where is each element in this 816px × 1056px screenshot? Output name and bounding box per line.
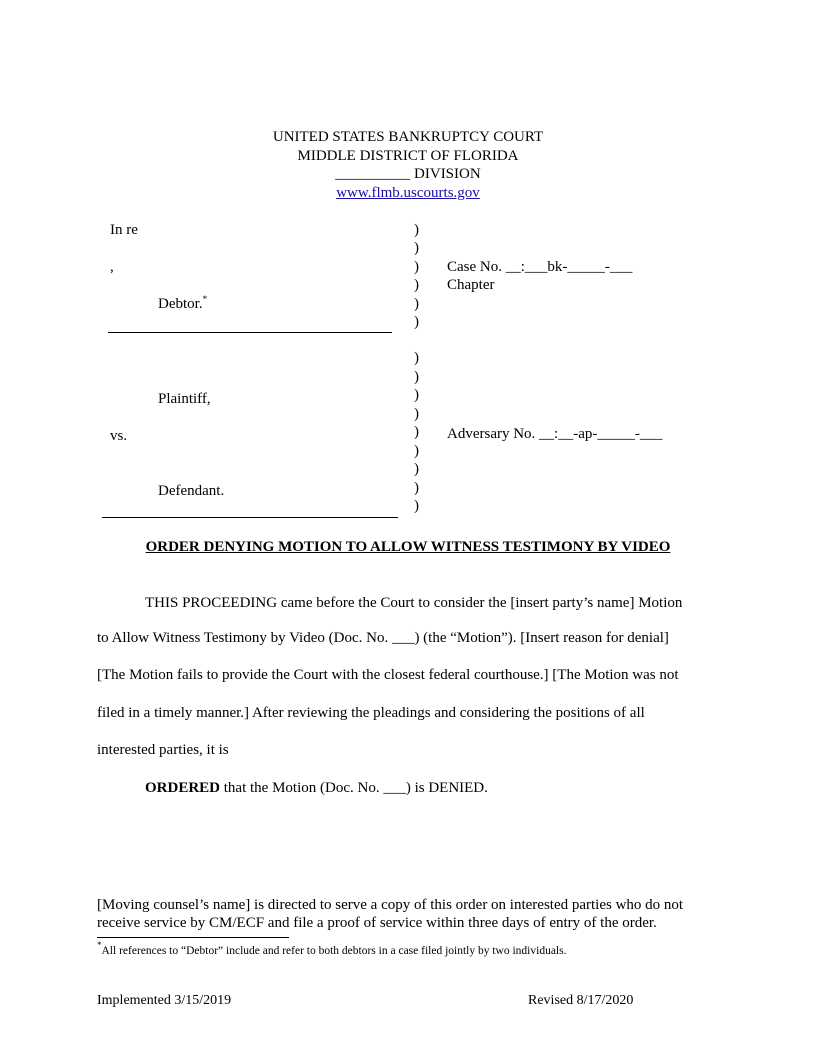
order-body-line: interested parties, it is bbox=[97, 742, 229, 758]
footnote-separator bbox=[97, 937, 289, 938]
footnote-text: All references to “Debtor” include and refer to both debtors in a case filed jointly by two individuals. bbox=[101, 945, 567, 957]
case-number: Case No. __:___bk-_____-___ bbox=[447, 259, 633, 275]
adversary-number: Adversary No. __:__-ap-_____-___ bbox=[447, 426, 663, 442]
order-body-line: [The Motion fails to provide the Court with the closest federal courthouse.] [The Motion was not bbox=[97, 667, 679, 683]
caption-paren: ) bbox=[414, 222, 419, 238]
service-instruction-line: receive service by CM/ECF and file a proof of service within three days of entry of the order. bbox=[97, 915, 657, 931]
revised-date: Revised 8/17/2020 bbox=[528, 993, 634, 1008]
caption-paren: ) bbox=[414, 314, 419, 330]
caption-paren: ) bbox=[414, 406, 419, 422]
caption-paren: ) bbox=[414, 480, 419, 496]
implemented-date: Implemented 3/15/2019 bbox=[97, 993, 232, 1008]
in-re-label: In re bbox=[110, 222, 138, 238]
order-title bbox=[0, 539, 816, 556]
caption-paren: ) bbox=[414, 259, 419, 275]
caption-paren: ) bbox=[414, 369, 419, 385]
division-line: __________ DIVISION bbox=[335, 166, 481, 182]
footnote-mark: * bbox=[97, 940, 102, 950]
caption-paren: ) bbox=[414, 296, 419, 312]
district-name: MIDDLE DISTRICT OF FLORIDA bbox=[297, 148, 519, 164]
order-title-text: ORDER DENYING MOTION TO ALLOW WITNESS TESTIMONY BY VIDEO bbox=[145, 539, 671, 555]
caption-divider-debtor bbox=[108, 332, 392, 333]
caption-paren: ) bbox=[414, 424, 419, 440]
chapter-label: Chapter bbox=[447, 277, 495, 293]
caption-paren: ) bbox=[414, 277, 419, 293]
caption-paren: ) bbox=[414, 498, 419, 514]
footnote bbox=[97, 940, 567, 957]
caption-paren: ) bbox=[414, 461, 419, 477]
court-website-link[interactable] bbox=[0, 185, 816, 202]
caption-paren: ) bbox=[414, 443, 419, 459]
order-body-line: THIS PROCEEDING came before the Court to consider the [insert party’s name] Motion bbox=[145, 595, 683, 611]
order-body-line: to Allow Witness Testimony by Video (Doc. No. ___) (the “Motion”). [Insert reason for denial] bbox=[97, 630, 669, 646]
website-text[interactable]: www.flmb.uscourts.gov bbox=[336, 185, 480, 201]
court-name: UNITED STATES BANKRUPTCY COURT bbox=[272, 129, 544, 145]
order-body-line: filed in a timely manner.] After reviewing the pleadings and considering the positions of all bbox=[97, 705, 645, 721]
caption-divider-defendant bbox=[102, 517, 398, 518]
debtor-footnote-mark: * bbox=[202, 294, 208, 304]
defendant-label: Defendant. bbox=[158, 483, 225, 499]
ordered-paragraph bbox=[145, 780, 488, 797]
debtor-label bbox=[158, 296, 207, 313]
vs-label: vs. bbox=[110, 428, 128, 444]
debtor-label-text: Debtor. bbox=[158, 296, 203, 312]
debtor-name-placeholder: , bbox=[110, 259, 114, 275]
caption-paren: ) bbox=[414, 387, 419, 403]
caption-paren: ) bbox=[414, 240, 419, 256]
plaintiff-label: Plaintiff, bbox=[158, 391, 211, 407]
caption-paren: ) bbox=[414, 350, 419, 366]
ordered-text: that the Motion (Doc. No. ___) is DENIED. bbox=[220, 780, 488, 796]
service-instruction-line: [Moving counsel’s name] is directed to serve a copy of this order on interested parties who do not bbox=[97, 897, 684, 913]
ordered-keyword: ORDERED bbox=[145, 780, 221, 796]
